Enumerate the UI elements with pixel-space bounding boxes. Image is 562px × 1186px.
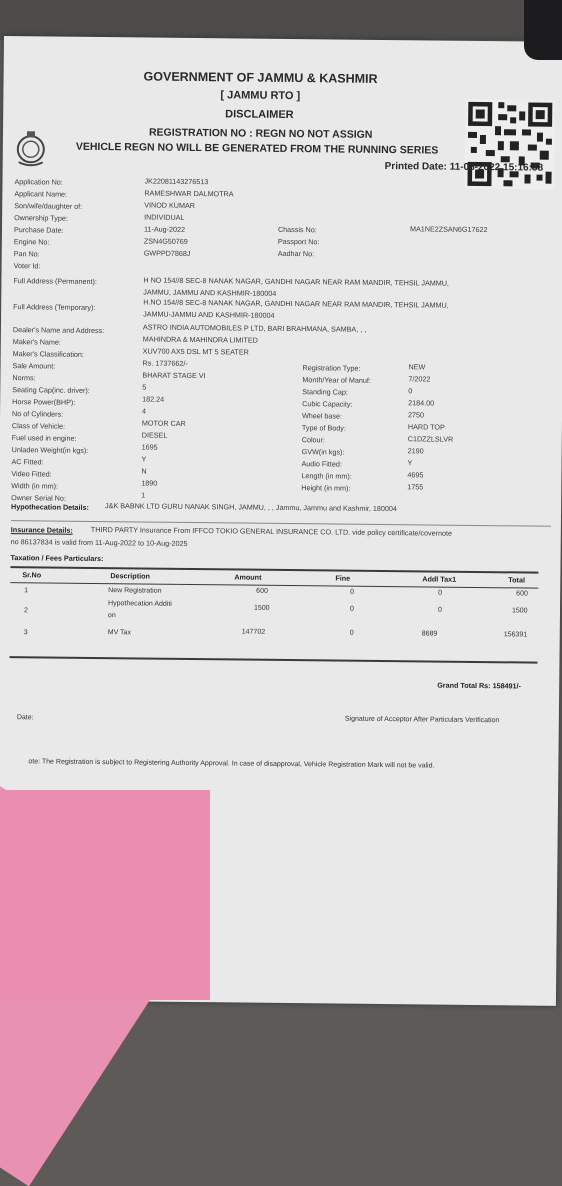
qr-code-icon (464, 99, 555, 190)
norms-value: BHARAT STAGE VI (142, 370, 206, 381)
row2-addl-tax: 0 (437, 606, 442, 614)
applicant-name-value: RAMESHWAR DALMOTRA (144, 188, 234, 199)
chassis-no-label: Chassis No: (277, 224, 317, 235)
registration-no: REGISTRATION NO : REGN NO NOT ASSIGN (148, 126, 373, 141)
row2-description-a: Hypothecation Additi (108, 600, 172, 608)
length-label: Length (in mm): (301, 471, 352, 481)
row1-description: New Registration (108, 587, 162, 595)
maker-name-label: Maker's Name: (12, 337, 61, 347)
row1-total: 600 (516, 590, 528, 598)
wheel-base-value: 2750 (408, 410, 425, 420)
height-label: Height (in mm): (301, 483, 351, 493)
fuel-value: DIESEL (141, 430, 168, 440)
row2-total: 1500 (511, 607, 528, 615)
body-type-label: Type of Body: (301, 423, 346, 433)
video-fitted-value: N (141, 466, 147, 476)
row2-fine: 0 (349, 605, 354, 613)
col-description: Description (110, 571, 150, 581)
sale-amount-label: Sale Amount: (12, 361, 56, 371)
pan-no-value: GWPPD7868J (143, 248, 191, 258)
length-value: 4695 (407, 470, 424, 480)
table-bottom-rule (9, 656, 537, 664)
background-surface (0, 0, 562, 40)
manufacture-label: Month/Year of Manuf: (302, 375, 371, 385)
row2-srno: 2 (23, 607, 28, 615)
cylinders-value: 4 (142, 406, 147, 416)
engine-no-value: ZSN4G50769 (143, 236, 188, 246)
audio-fitted-value: Y (407, 458, 413, 468)
col-srno: Sr.No (22, 570, 42, 580)
disclaimer-title: DISCLAIMER (225, 108, 294, 122)
pan-no-label: Pan No: (13, 249, 40, 259)
video-fitted-label: Video Fitted: (11, 469, 52, 479)
row1-addl-tax: 0 (438, 589, 443, 597)
voter-id-label: Voter Id: (13, 261, 41, 271)
rto-name: [ JAMMU RTO ] (220, 89, 301, 103)
owner-serial-value: 1 (141, 490, 146, 500)
maker-classification-label: Maker's Classification: (12, 349, 84, 359)
norms-label: Norms: (12, 373, 36, 383)
date-label: Date: (16, 714, 34, 722)
colour-label: Colour: (301, 435, 326, 445)
government-title: GOVERNMENT OF JAMMU & KASHMIR (143, 69, 378, 86)
permanent-address-line1: H NO 154//8 SEC-8 NANAK NAGAR, GANDHI NAGAR NEAR RAM MANDIR, TEHSIL JAMMU, (143, 275, 450, 288)
insurance-line1: THIRD PARTY Insurance From IFFCO TOKIO GENERAL INSURANCE CO. LTD. vide policy certificate/covernote (90, 524, 453, 538)
wheel-base-label: Wheel base: (301, 411, 343, 421)
unladen-weight-value: 1695 (141, 442, 158, 452)
temporary-address-line1: H.NO 154//8 SEC-8 NANAK NAGAR, GANDHI NAGAR NEAR RAM MANDIR, TEHSIL JAMMU, (143, 297, 449, 310)
row2-description-b: on (107, 612, 116, 620)
maker-name-value: MAHINDRA & MAHINDRA LIMITED (142, 334, 258, 345)
dealer-value: ASTRO INDIA AUTOMOBILES P LTD, BARI BRAHMANA, SAMBA, , , (142, 322, 367, 334)
hypothecation-label: Hypothecation Details: (11, 502, 90, 512)
ownership-type-label: Ownership Type: (14, 213, 68, 223)
row1-fine: 0 (350, 588, 355, 596)
unladen-weight-label: Unladen Weight(in kgs): (11, 445, 89, 455)
purchase-date-value: 11-Aug-2022 (143, 224, 186, 234)
colour-value: C1DZZLSLVR (407, 434, 454, 444)
series-note: VEHICLE REGN NO WILL BE GENERATED FROM THE RUNNING SERIES (75, 140, 439, 157)
row2-amount: 1500 (253, 604, 270, 612)
audio-fitted-label: Audio Fitted: (301, 459, 342, 469)
relation-value: VINOD KUMAR (144, 200, 196, 211)
vehicle-class-label: Class of Vehicle: (11, 421, 66, 431)
engine-no-label: Engine No: (13, 237, 50, 247)
maker-classification-value: XUV700 AX5 DSL MT 5 SEATER (142, 346, 249, 357)
registration-type-label: Registration Type: (302, 363, 361, 373)
ac-fitted-label: AC Fitted: (11, 457, 44, 467)
cubic-capacity-label: Cubic Capacity: (302, 399, 353, 409)
row3-addl-tax: 8689 (421, 630, 438, 638)
seating-cap-value: 5 (142, 382, 147, 392)
row3-srno: 3 (23, 629, 28, 637)
registration-note: ote: The Registration is subject to Registering Authority Approval. In case of disapproval, Vehicle Registration Mark will not be valid. (28, 758, 435, 770)
cubic-capacity-value: 2184.00 (408, 398, 435, 408)
pink-paper-corner (0, 790, 210, 1000)
col-total: Total (508, 575, 526, 585)
table-top-rule (10, 566, 538, 574)
body-type-value: HARD TOP (407, 422, 445, 432)
hypothecation-value: J&K BABNK LTD GURU NANAK SINGH, JAMMU, , , Jammu, Jammu and Kashmir, 180004 (105, 501, 397, 514)
row1-srno: 1 (24, 587, 29, 595)
jk-police-emblem-icon (13, 128, 49, 168)
row3-amount: 147702 (241, 628, 266, 636)
row3-fine: 0 (349, 629, 354, 637)
insurance-line2: no 86137834 is valid from 11-Aug-2022 to 10-Aug-2025 (10, 537, 188, 548)
temporary-address-label: Full Address (Temporary): (13, 302, 96, 312)
insurance-label: Insurance Details: (10, 525, 73, 535)
printed-date: Printed Date: 11-08-2022 15:16:38 (384, 160, 544, 174)
height-value: 1755 (407, 482, 424, 492)
cylinders-label: No of Cylinders: (11, 409, 64, 419)
gvw-value: 2190 (407, 446, 424, 456)
vehicle-class-value: MOTOR CAR (141, 418, 186, 428)
standing-cap-value: 0 (408, 386, 413, 396)
relation-label: Son/wife/daughter of: (14, 201, 83, 211)
manufacture-value: 7/2022 (408, 374, 431, 384)
row3-description: MV Tax (107, 629, 132, 637)
dealer-label: Dealer's Name and Address: (12, 325, 105, 336)
standing-cap-label: Standing Cap: (302, 387, 348, 397)
seating-cap-label: Seating Cap(inc. driver): (12, 385, 90, 395)
passport-no-label: Passport No: (277, 236, 320, 247)
grand-total: Grand Total Rs: 158491/- (437, 680, 522, 691)
col-amount: Amount (234, 572, 262, 582)
row1-amount: 600 (256, 587, 268, 595)
col-addl-tax: Addl Tax1 (422, 574, 457, 584)
application-no-value: JK220811432765​13 (144, 176, 209, 187)
gvw-label: GVW(in kgs): (301, 447, 345, 457)
horse-power-value: 182.24 (142, 394, 165, 404)
chassis-no-value: MA1NE2ZSAN6G17622 (409, 224, 488, 235)
application-no-label: Application No: (14, 177, 63, 187)
aadhar-no-label: Aadhar No: (277, 248, 315, 259)
taxation-title: Taxation / Fees Particulars: (10, 553, 104, 564)
header-rule (10, 582, 538, 589)
ac-fitted-value: Y (141, 454, 147, 464)
fuel-label: Fuel used in engine: (11, 433, 77, 443)
owner-serial-label: Owner Serial No: (11, 493, 66, 503)
sale-amount-value: Rs. 1737662/- (142, 358, 188, 368)
applicant-name-label: Applicant Name: (14, 189, 68, 199)
phone-edge (524, 0, 562, 60)
signature-label: Signature of Acceptor After Particulars Verification (344, 715, 500, 725)
ownership-type-value: INDIVIDUAL (144, 212, 185, 222)
permanent-address-line2: JAMMU, JAMMU AND KASHMIR-180004 (143, 287, 277, 298)
temporary-address-line2: JAMMU-JAMMU AND KASHMIR-180004 (143, 309, 275, 320)
row3-total: 156391 (503, 631, 528, 639)
permanent-address-label: Full Address (Permanent): (13, 276, 97, 286)
purchase-date-label: Purchase Date: (13, 225, 64, 235)
col-fine: Fine (335, 573, 351, 583)
width-label: Width (in mm): (11, 481, 59, 491)
registration-type-value: NEW (408, 362, 426, 372)
width-value: 1890 (141, 478, 158, 488)
horse-power-label: Horse Power(BHP): (12, 397, 76, 407)
